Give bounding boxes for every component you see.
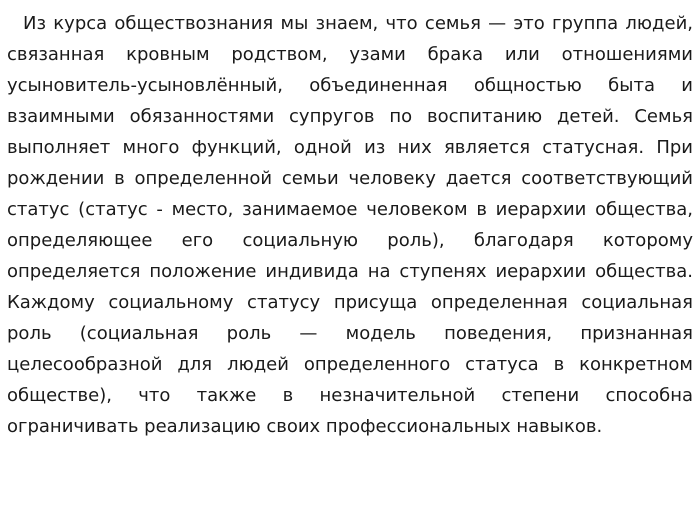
document-body [7, 8, 693, 442]
essay-paragraph: Из курса обществознания мы знаем, что семья — это группа людей, связанная кровным родством, узами брака или отношениями усыновитель-усыновлённый, объединенная общностью быта и взаимными обязанностями супругов по воспитанию детей. Семья выполняет много функций, одной из них является статусная. При рождении в определенной семьи человеку дается соответствующий статус (статус - место, занимаемое человеком в иерархии общества, определяющее его социальную роль), благодаря которому определяется положение индивида на ступенях иерархии общества. Каждому социальному статусу присуща определенная социальная роль (социальная роль — модель поведения, признанная целесообразной для людей определенного статуса в конкретном обществе), что также в незначительной степени способна ограничивать реализацию своих профессиональных навыков. [7, 13, 693, 437]
